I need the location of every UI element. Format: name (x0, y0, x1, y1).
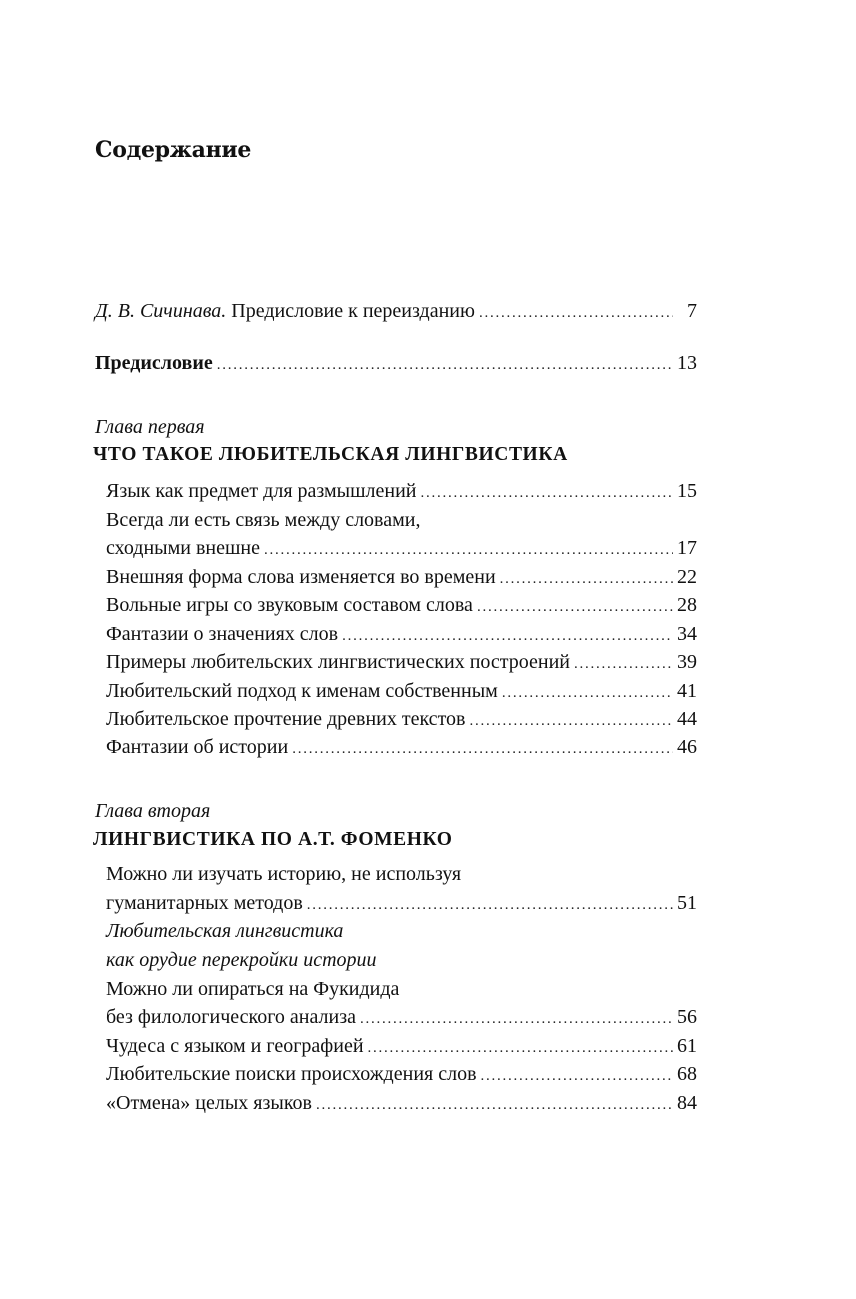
toc-entry-label: Примеры любительских лингвистических построений (106, 651, 571, 673)
leader-dots (574, 650, 673, 678)
leader-dots (502, 679, 673, 707)
toc-entry[interactable] (106, 1089, 697, 1119)
toc-entry[interactable] (106, 1060, 697, 1090)
toc-entry-page: 61 (677, 1035, 697, 1057)
toc-entry-label: Язык как предмет для размышлений (106, 480, 417, 502)
leader-dots (316, 1091, 673, 1119)
section-heading-line2: как орудие перекройки истории (106, 949, 377, 971)
chapter-1-heading[interactable]: ЧТО ТАКОЕ ЛЮБИТЕЛЬСКАЯ ЛИНГВИСТИКА (93, 444, 568, 465)
toc-entry-label: Чудеса с языком и географией (106, 1035, 364, 1057)
leader-dots (420, 479, 673, 507)
leader-dots (292, 735, 673, 763)
leader-dots (469, 707, 673, 735)
leader-dots (477, 593, 673, 621)
toc-entry[interactable] (106, 677, 697, 707)
leader-dots (368, 1034, 673, 1062)
toc-entry-label: «Отмена» целых языков (106, 1092, 312, 1114)
toc-entry-label: Любительское прочтение древних текстов (106, 708, 466, 730)
leader-dots (481, 1062, 673, 1090)
toc-entry-page: 13 (677, 352, 697, 374)
toc-entry-page: 41 (677, 680, 697, 702)
toc-entry-preface[interactable] (95, 349, 697, 379)
leader-dots (342, 622, 673, 650)
leader-dots (500, 565, 673, 593)
toc-entry-line1[interactable]: Можно ли опираться на Фукидида (106, 978, 400, 1000)
toc-entry[interactable] (106, 534, 697, 564)
toc-entry[interactable] (106, 648, 697, 678)
toc-entry-label: Любительский подход к именам собственным (106, 680, 498, 702)
toc-entry-page: 22 (677, 566, 697, 588)
toc-entry-page: 39 (677, 651, 697, 673)
toc-entry-label: без филологического анализа (106, 1006, 357, 1028)
toc-entry-label: гуманитарных методов (106, 892, 303, 914)
leader-dots (264, 536, 673, 564)
leader-dots (479, 299, 673, 327)
chapter-2-heading[interactable]: ЛИНГВИСТИКА ПО А.Т. ФОМЕНКО (93, 829, 453, 850)
toc-entry[interactable] (106, 733, 697, 763)
toc-entry-line1[interactable]: Всегда ли есть связь между словами, (106, 509, 421, 531)
toc-entry-page: 17 (677, 537, 697, 559)
leader-dots (307, 891, 673, 919)
toc-entry-page: 84 (677, 1092, 697, 1114)
page-title: Содержание (95, 137, 252, 163)
toc-entry-page: 28 (677, 594, 697, 616)
toc-entry[interactable] (106, 563, 697, 593)
toc-entry-label: Предисловие к переизданию (226, 300, 475, 322)
toc-entry-author: Д. В. Сичинава. (95, 300, 227, 322)
toc-entry-label: сходными внешне (106, 537, 260, 559)
toc-entry-reissue-preface[interactable] (95, 297, 697, 327)
toc-entry[interactable] (106, 591, 697, 621)
chapter-2-label: Глава вторая (95, 800, 211, 822)
toc-entry[interactable] (106, 620, 697, 650)
toc-entry[interactable] (106, 477, 697, 507)
leader-dots (217, 351, 673, 379)
toc-entry-label: Фантазии о значениях слов (106, 623, 339, 645)
toc-entry-page: 44 (677, 708, 697, 730)
toc-entry-line1[interactable]: Можно ли изучать историю, не используя (106, 863, 462, 885)
toc-entry-label: Предисловие (95, 352, 213, 374)
toc-entry-page: 15 (677, 480, 697, 502)
toc-entry-page: 7 (687, 300, 697, 322)
leader-dots (360, 1005, 673, 1033)
toc-entry-label: Любительские поиски происхождения слов (106, 1063, 477, 1085)
toc-entry[interactable] (106, 889, 697, 919)
toc-entry[interactable] (106, 705, 697, 735)
section-heading-line1: Любительская лингвистика (106, 920, 344, 942)
toc-entry-label: Внешняя форма слова изменяется во времени (106, 566, 496, 588)
toc-entry-page: 46 (677, 736, 697, 758)
toc-entry[interactable] (106, 1003, 697, 1033)
toc-entry-page: 68 (677, 1063, 697, 1085)
toc-entry-label: Фантазии об истории (106, 736, 289, 758)
toc-entry[interactable] (106, 1032, 697, 1062)
toc-entry-label: Вольные игры со звуковым составом слова (106, 594, 473, 616)
toc-entry-page: 56 (677, 1006, 697, 1028)
toc-entry-page: 34 (677, 623, 697, 645)
chapter-1-label: Глава первая (95, 416, 205, 438)
toc-entry-page: 51 (677, 892, 697, 914)
